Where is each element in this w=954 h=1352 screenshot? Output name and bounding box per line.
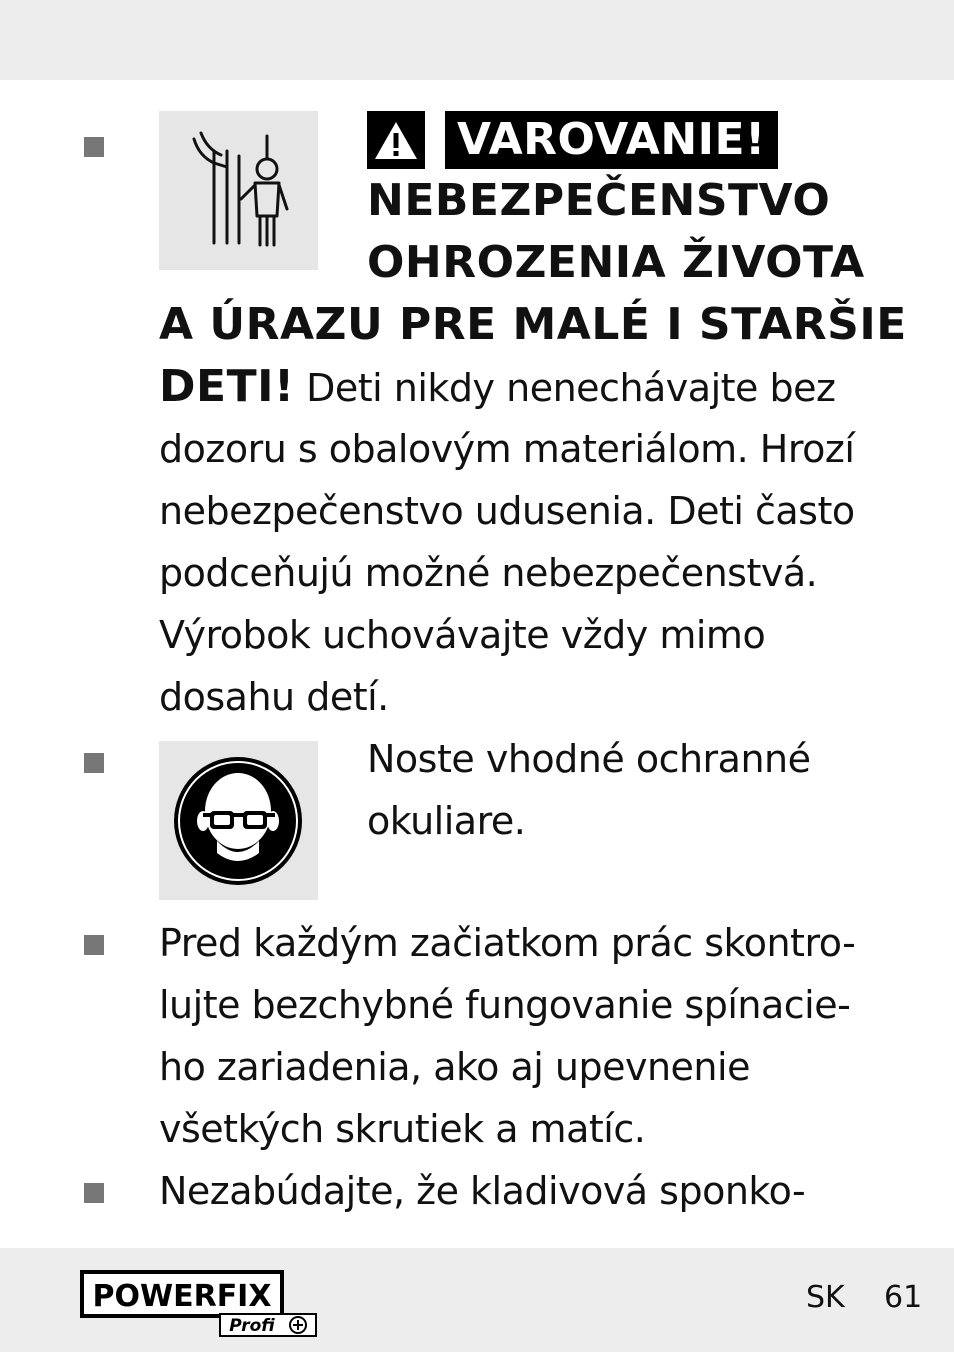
goggles-text-line: okuliare. [367, 799, 526, 843]
brand-sub: Profi [229, 1316, 275, 1336]
child-danger-icon [159, 111, 318, 270]
warning-body-line: nebezpečenstvo udusenia. Deti často [159, 489, 855, 533]
goggles-text-line: Noste vhodné ochranné [367, 737, 811, 781]
check-text-line: Pred každým začiatkom prác skontro- [159, 921, 856, 965]
check-text-line: všetkých skrutiek a matíc. [159, 1107, 646, 1151]
bullet-marker [84, 935, 104, 955]
warning-body-line: dozoru s obalovým materiálom. Hrozí [159, 427, 855, 471]
warning-triangle-icon [367, 111, 425, 169]
bullet-marker [84, 1183, 104, 1203]
warning-heading-end: DETI! [159, 361, 295, 412]
top-band [0, 0, 954, 80]
warning-body-first: Deti nikdy nenechávajte bez [294, 366, 836, 410]
safety-goggles-icon [159, 741, 318, 900]
warning-heading-line: OHROZENIA ŽIVOTA [367, 237, 865, 288]
warning-body-line: dosahu detí. [159, 675, 389, 719]
warning-body-line [159, 356, 835, 419]
language-code: SK [806, 1280, 845, 1315]
last-text-line: Nezabúdajte, že kladivová sponko- [159, 1169, 806, 1213]
check-text-line: lujte bezchybné fungovanie spínacie- [159, 983, 851, 1027]
check-text-line: ho zariadenia, ako aj upevnenie [159, 1045, 750, 1089]
bullet-marker [84, 753, 104, 773]
warning-body-line: podceňujú možné nebezpečenstvá. [159, 551, 818, 595]
powerfix-logo [80, 1268, 320, 1338]
warning-heading-line: A ÚRAZU PRE MALÉ I STARŠIE [159, 299, 907, 350]
bullet-marker [84, 137, 104, 157]
warning-title [367, 111, 778, 169]
page-number: 61 [884, 1280, 923, 1315]
brand-name: POWERFIX [92, 1279, 272, 1314]
warning-label: VAROVANIE! [445, 111, 778, 169]
warning-body-line: Výrobok uchovávajte vždy mimo [159, 613, 766, 657]
warning-heading-line: NEBEZPEČENSTVO [367, 175, 831, 226]
